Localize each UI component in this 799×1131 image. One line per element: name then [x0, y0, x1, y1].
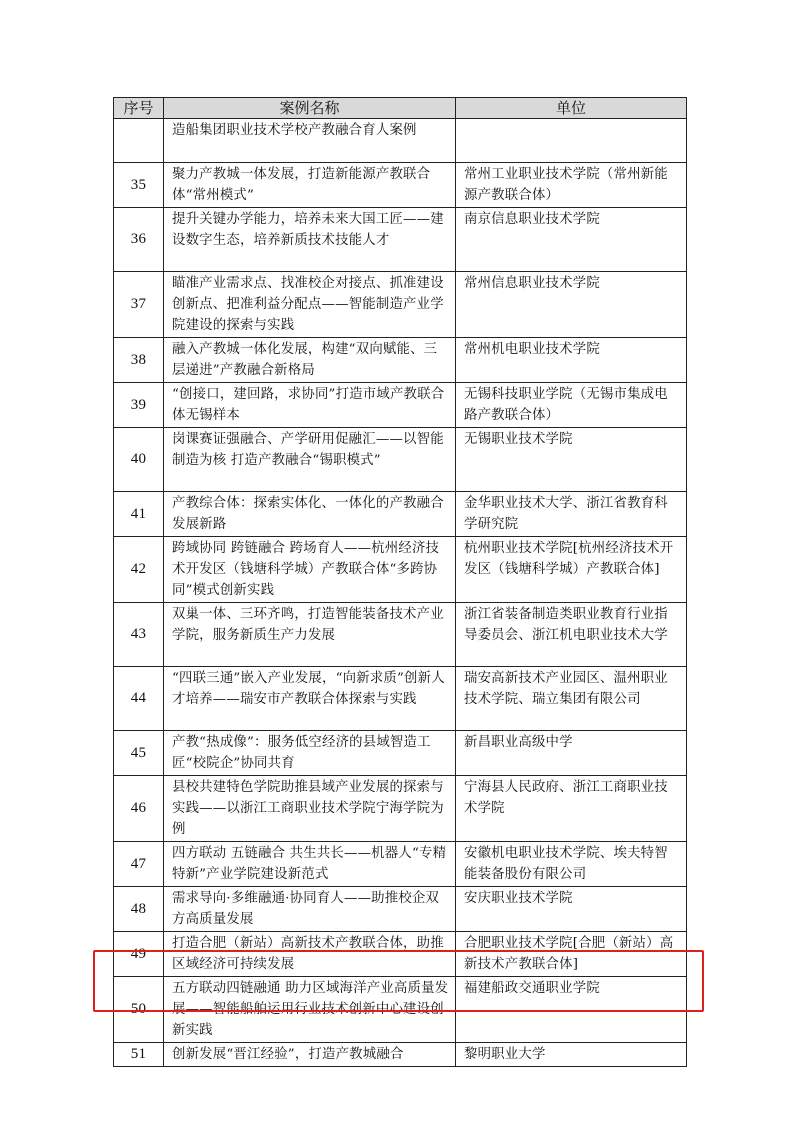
- case-name-cell: 产教“热成像”：服务低空经济的县域智造工匠“校院企”协同共育: [164, 731, 456, 776]
- row-number: 36: [114, 208, 164, 272]
- row-number: 37: [114, 272, 164, 338]
- row-number: 45: [114, 731, 164, 776]
- case-name-cell: 双巢一体、三环齐鸣，打造智能装备技术产业学院，服务新质生产力发展: [164, 603, 456, 667]
- unit-cell: 无锡职业技术学院: [456, 428, 687, 492]
- case-name-cell: 需求导向·多维融通·协同育人——助推校企双方高质量发展: [164, 887, 456, 932]
- unit-cell: 常州工业职业技术学院（常州新能源产教联合体）: [456, 163, 687, 208]
- table-row: [114, 338, 687, 383]
- header-case-name: 案例名称: [164, 98, 456, 119]
- unit-cell: 安徽机电职业技术学院、埃夫特智能装备股份有限公司: [456, 842, 687, 887]
- case-name-cell: 造船集团职业技术学校产教融合育人案例: [164, 119, 456, 163]
- case-name-cell: 跨域协同 跨链融合 跨场育人——杭州经济技术开发区（钱塘科学城）产教联合体“多跨协同”模式创新实践: [164, 537, 456, 603]
- table-row: [114, 119, 687, 163]
- case-name-cell: 岗课赛证强融合、产学研用促融汇——以智能制造为核 打造产教融合“锡职模式”: [164, 428, 456, 492]
- case-name-cell: “创接口，建回路，求协同”打造市域产教联合体无锡样本: [164, 383, 456, 428]
- header-index: 序号: [114, 98, 164, 119]
- unit-cell: 宁海县人民政府、浙江工商职业技术学院: [456, 776, 687, 842]
- row-number: 51: [114, 1043, 164, 1067]
- row-number: 35: [114, 163, 164, 208]
- case-name-cell: 融入产教城一体化发展，构建“双向赋能、三层递进”产教融合新格局: [164, 338, 456, 383]
- unit-cell: 常州信息职业技术学院: [456, 272, 687, 338]
- row-number: 47: [114, 842, 164, 887]
- unit-cell: 黎明职业大学: [456, 1043, 687, 1067]
- table-row: [114, 163, 687, 208]
- case-name-cell: 瞄准产业需求点、找准校企对接点、抓准建设创新点、把准利益分配点——智能制造产业学院建设的探索与实践: [164, 272, 456, 338]
- unit-cell: 新昌职业高级中学: [456, 731, 687, 776]
- table-row: [114, 383, 687, 428]
- table-row: [114, 272, 687, 338]
- table-row: [114, 932, 687, 977]
- case-name-cell: “四联三通”嵌入产业发展，“向新求质”创新人才培养——瑞安市产教联合体探索与实践: [164, 667, 456, 731]
- case-name-cell: 提升关键办学能力，培养未来大国工匠——建设数字生态，培养新质技术技能人才: [164, 208, 456, 272]
- row-number: 49: [114, 932, 164, 977]
- case-name-cell: 县校共建特色学院助推县域产业发展的探索与实践——以浙江工商职业技术学院宁海学院为例: [164, 776, 456, 842]
- table-row: [114, 428, 687, 492]
- unit-cell: 无锡科技职业学院（无锡市集成电路产教联合体）: [456, 383, 687, 428]
- table-row: [114, 977, 687, 1043]
- header-unit: 单位: [456, 98, 687, 119]
- table-header-row: [114, 98, 687, 119]
- table-row: [114, 537, 687, 603]
- unit-cell: 浙江省装备制造类职业教育行业指导委员会、浙江机电职业技术大学: [456, 603, 687, 667]
- row-number: [114, 119, 164, 163]
- table-row: [114, 842, 687, 887]
- case-name-cell: 创新发展“晋江经验”，打造产教城融合: [164, 1043, 456, 1067]
- unit-cell: 常州机电职业技术学院: [456, 338, 687, 383]
- case-name-cell: 聚力产教城一体发展，打造新能源产教联合体“常州模式”: [164, 163, 456, 208]
- unit-cell: 福建船政交通职业学院: [456, 977, 687, 1043]
- unit-cell: 南京信息职业技术学院: [456, 208, 687, 272]
- case-name-cell: 产教综合体：探索实体化、一体化的产教融合发展新路: [164, 492, 456, 537]
- row-number: 48: [114, 887, 164, 932]
- case-table: [113, 97, 687, 1067]
- table-row: [114, 208, 687, 272]
- case-name-cell: 五方联动四链融通 助力区域海洋产业高质量发展——智能船舶运用行业技术创新中心建设创新实践: [164, 977, 456, 1043]
- unit-cell: 合肥职业技术学院[合肥（新站）高新技术产教联合体]: [456, 932, 687, 977]
- case-name-cell: 四方联动 五链融合 共生共长——机器人“专精特新”产业学院建设新范式: [164, 842, 456, 887]
- table-row: [114, 887, 687, 932]
- row-number: 39: [114, 383, 164, 428]
- row-number: 42: [114, 537, 164, 603]
- row-number: 41: [114, 492, 164, 537]
- table-row: [114, 731, 687, 776]
- row-number: 46: [114, 776, 164, 842]
- table-row: [114, 603, 687, 667]
- table-row: [114, 1043, 687, 1067]
- unit-cell: [456, 119, 687, 163]
- row-number: 44: [114, 667, 164, 731]
- row-number: 40: [114, 428, 164, 492]
- row-number: 43: [114, 603, 164, 667]
- case-name-cell: 打造合肥（新站）高新技术产教联合体，助推区域经济可持续发展: [164, 932, 456, 977]
- unit-cell: 瑞安高新技术产业园区、温州职业技术学院、瑞立集团有限公司: [456, 667, 687, 731]
- row-number: 50: [114, 977, 164, 1043]
- table-row: [114, 492, 687, 537]
- unit-cell: 金华职业技术大学、浙江省教育科学研究院: [456, 492, 687, 537]
- unit-cell: 杭州职业技术学院[杭州经济技术开发区（钱塘科学城）产教联合体]: [456, 537, 687, 603]
- row-number: 38: [114, 338, 164, 383]
- unit-cell: 安庆职业技术学院: [456, 887, 687, 932]
- table-row: [114, 776, 687, 842]
- table-row: [114, 667, 687, 731]
